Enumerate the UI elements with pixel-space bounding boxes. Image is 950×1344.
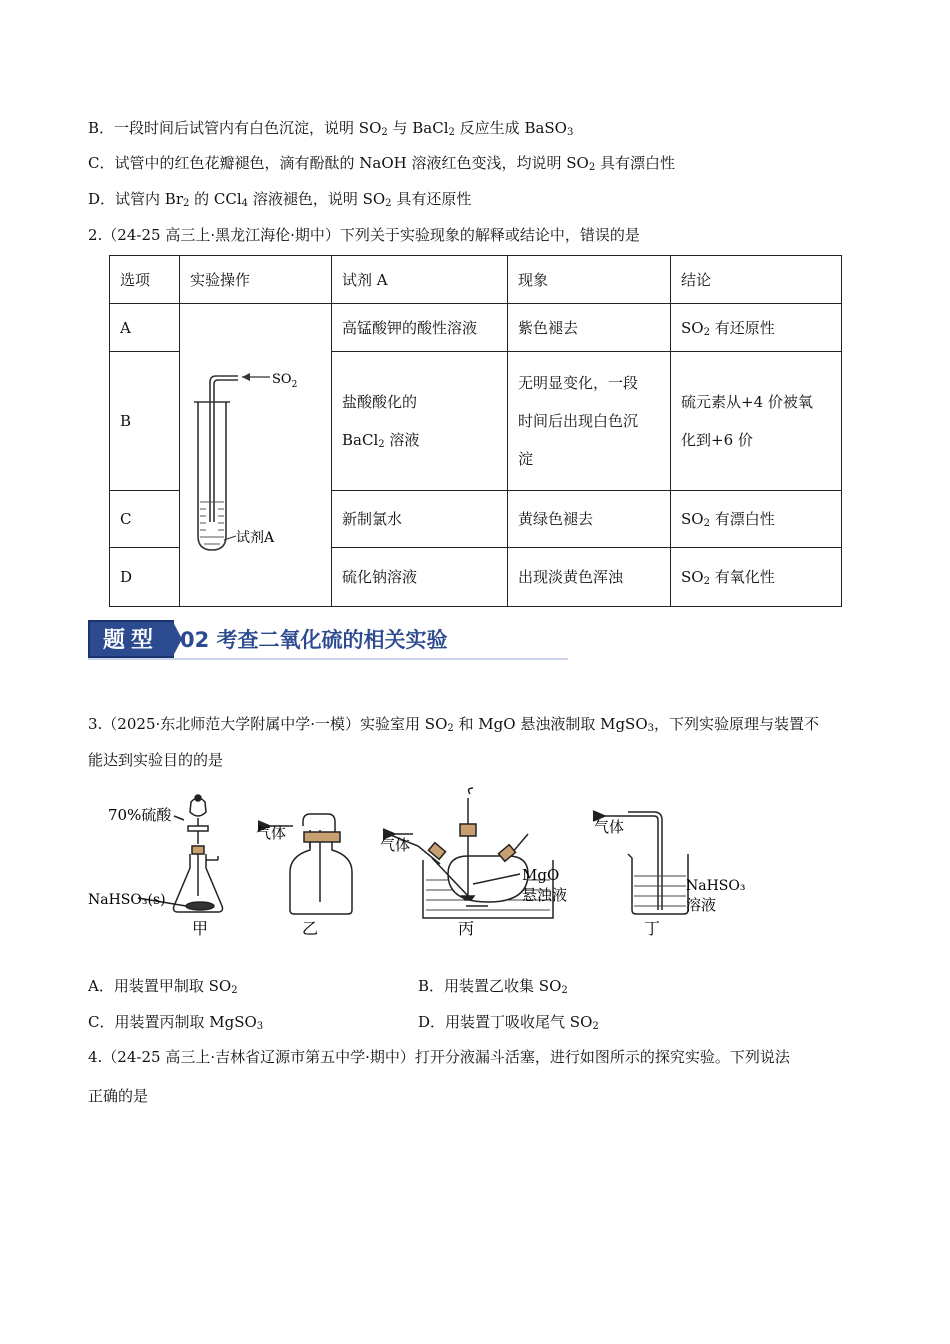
row-d-reagent: 硫化钠溶液 [332,548,508,607]
label-ding: 丁 [644,919,661,938]
label-bing: 丙 [458,919,475,938]
q1-option-b: B．一段时间后试管内有白色沉淀，说明 $SO_2$ 与 BaCl$_2$ 反应生成 BaSO$_3$ [88,119,574,138]
table-row [110,304,842,352]
q1-option-c: C．试管中的红色花瓣褪色，滴有酚酞的 NaOH 溶液红色变浅，均说明 $SO_2$ 具有漂白性 [88,154,675,173]
section-underline [88,658,568,660]
test-tube-diagram [180,304,331,592]
row-a-reagent: 高锰酸钾的酸性溶液 [332,304,508,352]
gas-label-bing: 气体 [380,836,411,854]
row-b-conclusion: 硫元素从+4 价被氧 化到+6 价 [671,352,842,491]
gas-label-ding: 气体 [594,818,625,836]
header-reagent: 试剂 A [332,256,508,304]
q2-stem: 2.（24-25 高三上·黑龙江海伦·期中）下列关于实验现象的解释或结论中，错误的是 [88,226,640,244]
experiment-figure-cell [180,304,332,607]
q1-option-d: D．试管内 $Br_2$ 的 CCl$_4$ 溶液褪色，说明 $SO_2$ 具有还原性 [88,190,472,209]
row-a-conclusion: $SO_2$ 有还原性 [671,304,842,352]
suspension-label: 悬浊液 [522,886,568,904]
row-b-phenomenon: 无明显变化，一段 时间后出现白色沉 淀 [508,352,671,491]
header-phenomenon: 现象 [508,256,671,304]
section-title: 02 考查二氧化硫的相关实验 [180,628,448,652]
solid-label: NaHSO₃(s) [88,892,166,908]
row-b-option: B [110,352,180,491]
header-operation: 实验操作 [180,256,332,304]
row-a-phenomenon: 紫色褪去 [508,304,671,352]
q3-stem-line1: 3.（2025·东北师范大学附属中学·一模）实验室用 $SO_2$ 和 MgO 悬浊液制取 MgSO$_3$，下列实验原理与装置不 [88,715,820,734]
table-header-row [110,256,842,304]
q3-apparatus-figure [88,786,788,942]
row-d-option: D [110,548,180,607]
nahso3-label: NaHSO₃ [686,878,746,894]
label-yi: 乙 [302,919,319,938]
row-d-phenomenon: 出现淡黄色浑浊 [508,548,671,607]
mgo-label: MgO [522,866,560,884]
label-jia: 甲 [192,919,209,938]
row-a-option: A [110,304,180,352]
section-tag: 题型 [88,620,174,658]
solution-label: 溶液 [686,896,717,914]
q2-experiment-table [109,255,842,607]
row-c-phenomenon: 黄绿色褪去 [508,491,671,548]
row-c-reagent: 新制氯水 [332,491,508,548]
q3-stem-line2: 能达到实验目的的是 [88,751,224,769]
q3-option-d: D．用装置丁吸收尾气 $SO_2$ [418,1013,599,1032]
q3-option-a: A．用装置甲制取 $SO_2$ [88,977,238,996]
q4-stem-line2: 正确的是 [88,1087,149,1105]
row-b-reagent: 盐酸酸化的 BaCl$_2$ 溶液 [332,352,508,491]
q3-option-b: B．用装置乙收集 $SO_2$ [418,977,568,996]
row-d-conclusion: $SO_2$ 有氧化性 [671,548,842,607]
header-option: 选项 [110,256,180,304]
row-c-option: C [110,491,180,548]
row-c-conclusion: $SO_2$ 有漂白性 [671,491,842,548]
gas-label: $SO_2$ [272,372,298,390]
header-conclusion: 结论 [671,256,842,304]
gas-label-yi: 气体 [256,824,287,842]
q4-stem-line1: 4.（24-25 高三上·吉林省辽源市第五中学·期中）打开分液漏斗活塞，进行如图所示的探究实验。下列说法 [88,1048,790,1066]
reagent-a-label: 试剂A [236,530,275,546]
acid-label: 70%硫酸 [108,806,172,824]
q3-option-c: C．用装置丙制取 MgSO$_3$ [88,1013,264,1032]
